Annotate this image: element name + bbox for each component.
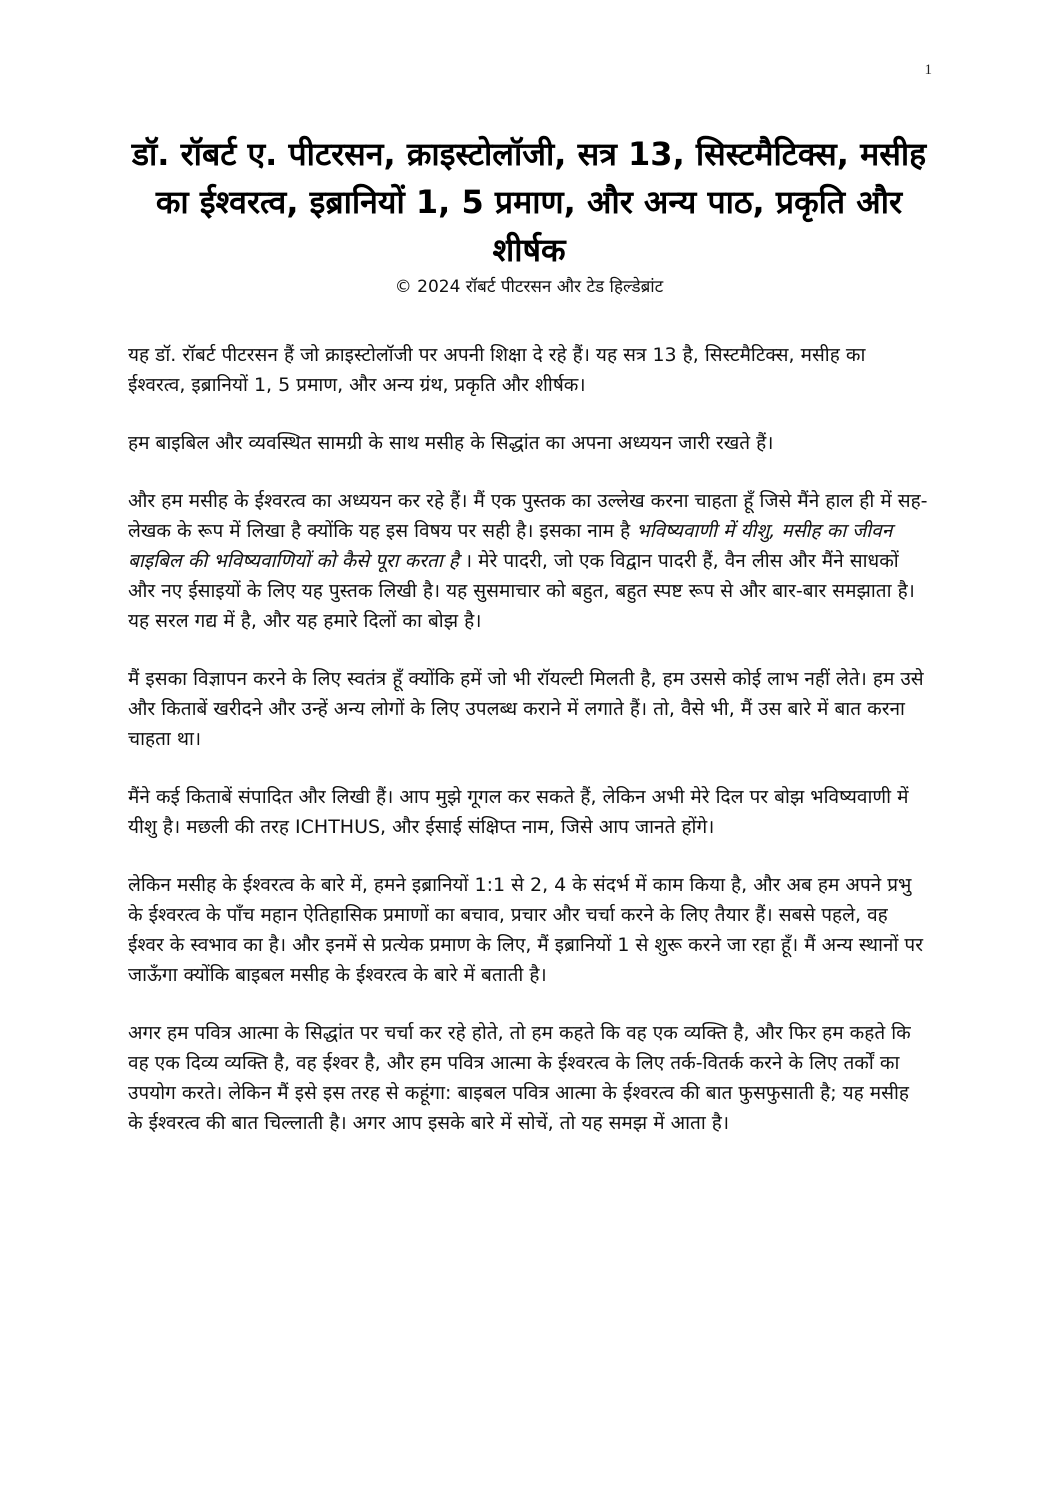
paragraph-6: लेकिन मसीह के ईश्वरत्व के बारे में, हमने इब्रानियों 1:1 से 2, 4 के संदर्भ में काम किया है, और अब हम अपने प्रभु के ईश्वरत्व के पाँच महान ऐतिहासिक प्रमाणों का बचाव, प्रचार और चर्चा करने के लिए तैयार हैं। सबसे पहले, वह ईश्वर के स्वभाव का है। और इनमें से प्रत्येक प्रमाण के लिए, मैं इब्रानियों 1 से शुरू करने जा रहा हूँ। मैं अन्य स्थानों पर जाऊँगा क्योंकि बाइबल मसीह के ईश्वरत्व के बारे में बताती है। (128, 874, 923, 986)
document-body (128, 340, 928, 1166)
paragraph-7: अगर हम पवित्र आत्मा के सिद्धांत पर चर्चा कर रहे होते, तो हम कहते कि वह एक व्यक्ति है, और फिर हम कहते कि वह एक दिव्य व्यक्ति है, वह ईश्वर है, और हम पवित्र आत्मा के ईश्वरत्व के लिए तर्क-वितर्क करने के लिए तर्कों का उपयोग करते। लेकिन मैं इसे इस तरह से कहूंगा: बाइबल पवित्र आत्मा के ईश्वरत्व की बात फुसफुसाती है; यह मसीह के ईश्वरत्व की बात चिल्लाती है। अगर आप इसके बारे में सोचें, तो यह समझ में आता है। (128, 1022, 911, 1134)
page-number: 1 (924, 62, 932, 78)
document-title: डॉ. रॉबर्ट ए. पीटरसन, क्राइस्टोलॉजी, सत्र 13, सिस्टमैटिक्स, मसीह का ईश्वरत्व, इब्रानियों 1, 5 प्रमाण, और अन्य पाठ, प्रकृति और शीर्षक (131, 135, 927, 269)
paragraph-4: मैं इसका विज्ञापन करने के लिए स्वतंत्र हूँ क्योंकि हमें जो भी रॉयल्टी मिलती है, हम उससे कोई लाभ नहीं लेते। हम उसे और किताबें खरीदने और उन्हें अन्य लोगों के लिए उपलब्ध कराने में लगाते हैं। तो, वैसे भी, मैं उस बारे में बात करना चाहता था। (128, 668, 924, 750)
paragraph-3-text-before: और हम मसीह के ईश्वरत्व का अध्ययन कर रहे हैं। मैं एक पुस्तक का उल्लेख करना चाहता हूँ जिसे मैंने हाल ही में सह-लेखक के रूप में लिखा है क्योंकि यह इस विषय पर सही है। इसका नाम है (128, 490, 928, 542)
paragraph-3-text-after: । मेरे पादरी, जो एक विद्वान पादरी हैं, वैन लीस और मैंने साधकों और नए ईसाइयों के लिए यह पुस्तक लिखी है। यह सुसमाचार को बहुत, बहुत स्पष्ट रूप से और बार-बार समझाता है। यह सरल गद्य में है, और यह हमारे दिलों का बोझ है। (128, 550, 915, 632)
book-title: भविष्यवाणी में यीशु, मसीह का जीवन बाइबिल की भविष्यवाणियों को कैसे पूरा करता है (128, 520, 893, 572)
paragraph-3 (128, 486, 928, 636)
paragraph-1: यह डॉ. रॉबर्ट पीटरसन हैं जो क्राइस्टोलॉजी पर अपनी शिक्षा दे रहे हैं। यह सत्र 13 है, सिस्टमैटिक्स, मसीह का ईश्वरत्व, इब्रानियों 1, 5 प्रमाण, और अन्य ग्रंथ, प्रकृति और शीर्षक। (128, 344, 866, 396)
document-header (118, 130, 940, 298)
copyright-line: © 2024 रॉबर्ट पीटरसन और टेड हिल्डेब्रांट (394, 277, 664, 297)
paragraph-2: हम बाइबिल और व्यवस्थित सामग्री के साथ मसीह के सिद्धांत का अपना अध्ययन जारी रखते हैं। (128, 432, 774, 454)
paragraph-5: मैंने कई किताबें संपादित और लिखी हैं। आप मुझे गूगल कर सकते हैं, लेकिन अभी मेरे दिल पर बोझ भविष्यवाणी में यीशु है। मछली की तरह ICHTHUS, और ईसाई संक्षिप्त नाम, जिसे आप जानते होंगे। (128, 786, 909, 838)
